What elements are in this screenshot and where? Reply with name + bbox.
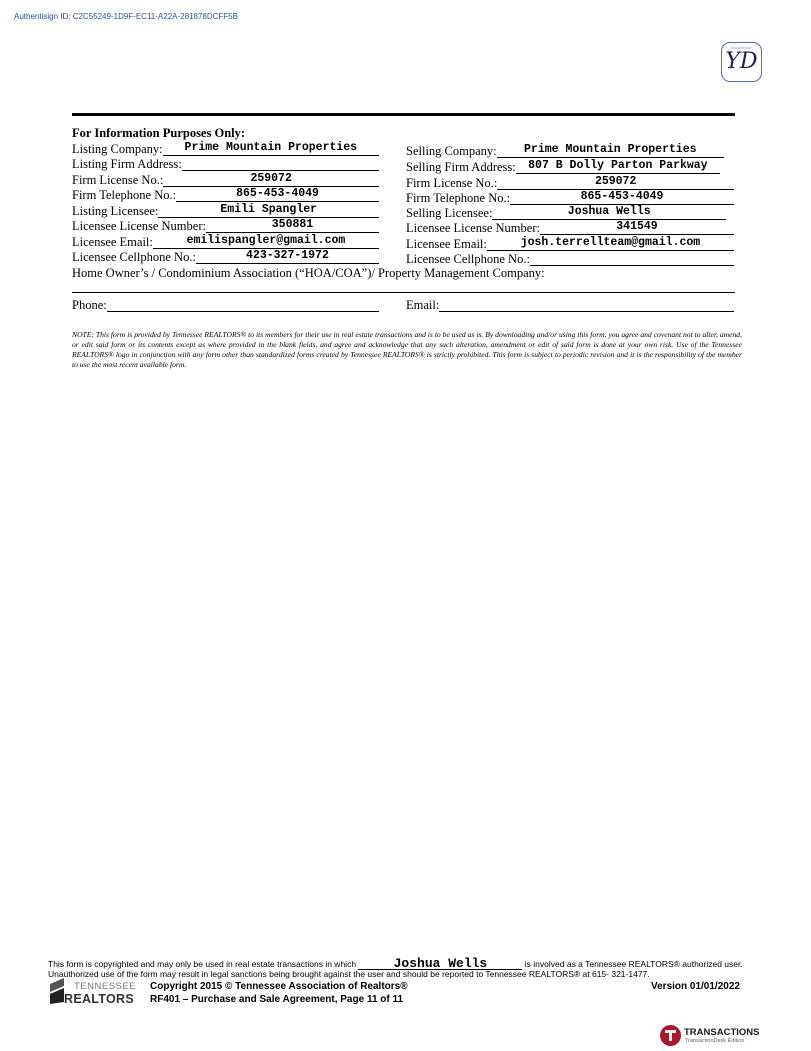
selling-telephone-value[interactable]: 865-453-4049	[510, 190, 734, 205]
selling-telephone-field	[406, 189, 734, 205]
listing-licensee-field	[72, 202, 379, 218]
initials-tag: Authentisign	[730, 45, 753, 50]
listing-cellphone-label: Licensee Cellphone No.:	[72, 250, 196, 264]
listing-licensee-label: Listing Licensee:	[72, 204, 159, 218]
selling-licensee-number-value[interactable]: 341549	[540, 220, 734, 235]
listing-license-label: Firm License No.:	[72, 173, 164, 187]
selling-licensee-value[interactable]: Joshua Wells	[492, 205, 726, 220]
logo-text-realtors: REALTORS	[64, 992, 134, 1006]
listing-cellphone-value[interactable]: 423-327-1972	[196, 249, 379, 264]
listing-licensee-value[interactable]: Emili Spangler	[158, 203, 379, 218]
hoa-email-value[interactable]	[439, 297, 734, 312]
listing-license-field	[72, 171, 379, 187]
section-heading: For Information Purposes Only:	[72, 126, 246, 140]
selling-licensee-number-label: Licensee License Number:	[406, 221, 540, 235]
listing-license-value[interactable]: 259072	[163, 172, 379, 187]
listing-cellphone-field	[72, 248, 379, 264]
logo-text-tennessee: TENNESSEE	[74, 981, 137, 992]
top-divider	[72, 113, 735, 116]
listing-licensee-number-value[interactable]: 350881	[206, 218, 379, 233]
selling-license-field	[406, 174, 734, 190]
listing-address-label: Listing Firm Address:	[72, 157, 182, 171]
listing-address-value[interactable]	[182, 156, 379, 171]
listing-telephone-value[interactable]: 865-453-4049	[176, 187, 379, 202]
selling-license-label: Firm License No.:	[406, 176, 498, 190]
authentisign-id: Authentisign ID: C2C55249-1D9F-EC11-A22A-281878DCFF5B	[14, 12, 238, 21]
selling-cellphone-field	[406, 250, 734, 266]
selling-email-value[interactable]: josh.terrellteam@gmail.com	[487, 236, 734, 251]
selling-address-value[interactable]: 807 B Dolly Parton Parkway	[516, 159, 720, 174]
copyright-pre: This form is copyrighted and may only be used in real estate transactions in which	[48, 959, 357, 969]
initials-box[interactable]	[721, 42, 762, 82]
selling-cellphone-label: Licensee Cellphone No.:	[406, 252, 530, 266]
selling-address-field	[406, 158, 720, 174]
listing-company-value[interactable]: Prime Mountain Properties	[163, 141, 379, 156]
selling-license-value[interactable]: 259072	[497, 175, 734, 190]
hoa-phone-label: Phone:	[72, 298, 107, 312]
transactions-brand: TRANSACTIONS	[684, 1027, 760, 1038]
selling-email-label: Licensee Email:	[406, 237, 487, 251]
listing-company-field	[72, 140, 379, 156]
hoa-name-line[interactable]	[72, 292, 735, 293]
copyright-notice	[48, 958, 770, 978]
listing-email-value[interactable]: emilispangler@gmail.com	[153, 234, 379, 249]
form-version: Version 01/01/2022	[651, 981, 740, 992]
selling-licensee-number-field	[406, 219, 734, 235]
selling-address-label: Selling Firm Address:	[406, 160, 516, 174]
copyright-line: Copyright 2015 © Tennessee Association of Realtors®	[150, 981, 408, 992]
transactions-logo-icon	[660, 1025, 681, 1046]
transactions-subtitle: TransactionDesk Edition	[685, 1038, 745, 1044]
selling-cellphone-value[interactable]	[530, 251, 734, 266]
selling-licensee-label: Selling Licensee:	[406, 206, 493, 220]
copyright-signer[interactable]: Joshua Wells	[358, 958, 522, 970]
hoa-email-label: Email:	[406, 298, 440, 312]
hoa-email-field	[406, 296, 734, 312]
selling-email-field	[406, 235, 734, 251]
listing-telephone-field	[72, 186, 379, 202]
hoa-phone-field	[72, 296, 379, 312]
hoa-phone-value[interactable]	[107, 297, 379, 312]
selling-licensee-field	[406, 204, 726, 220]
hoa-label: Home Owner’s / Condominium Association (“HOA/COA”)/ Property Management Company:	[72, 266, 545, 280]
copyright-post: is involved as a Tennessee REALTORS® authorized user. Unauthorized use of the form may result in legal sanctions being brought against the user and should be reported to Tennessee REALTORS® at 615- 321-1477.	[48, 959, 743, 979]
listing-telephone-label: Firm Telephone No.:	[72, 188, 177, 202]
selling-company-label: Selling Company:	[406, 144, 497, 158]
selling-company-value[interactable]: Prime Mountain Properties	[497, 143, 724, 158]
selling-company-field	[406, 142, 724, 158]
listing-email-label: Licensee Email:	[72, 235, 153, 249]
listing-licensee-number-field	[72, 217, 379, 233]
listing-company-label: Listing Company:	[72, 142, 163, 156]
initials-value: YD	[725, 49, 758, 74]
listing-email-field	[72, 233, 379, 249]
form-name: RF401 – Purchase and Sale Agreement, Page 11 of 11	[150, 994, 404, 1005]
listing-licensee-number-label: Licensee License Number:	[72, 219, 206, 233]
listing-address-field	[72, 155, 379, 171]
selling-telephone-label: Firm Telephone No.:	[406, 191, 511, 205]
disclaimer-note: NOTE: This form is provided by Tennessee REALTORS® to its members for their use in real estate transactions and is to be used as is. By downloading and/or using this form, you agree and covenant not to alter, amend, or edit said form or its contents except as where provided in the blank fields, and agree and acknowledge that any such alteration, amendment or edit of said form is done at your own risk. Use of the Tennessee REALTORS® logo in conjunction with any form other than standardized forms created by Tennessee REALTORS® is strictly prohibited. This form is subject to periodic revision and it is the responsibility of the member to use the most recent available form.	[72, 330, 742, 369]
